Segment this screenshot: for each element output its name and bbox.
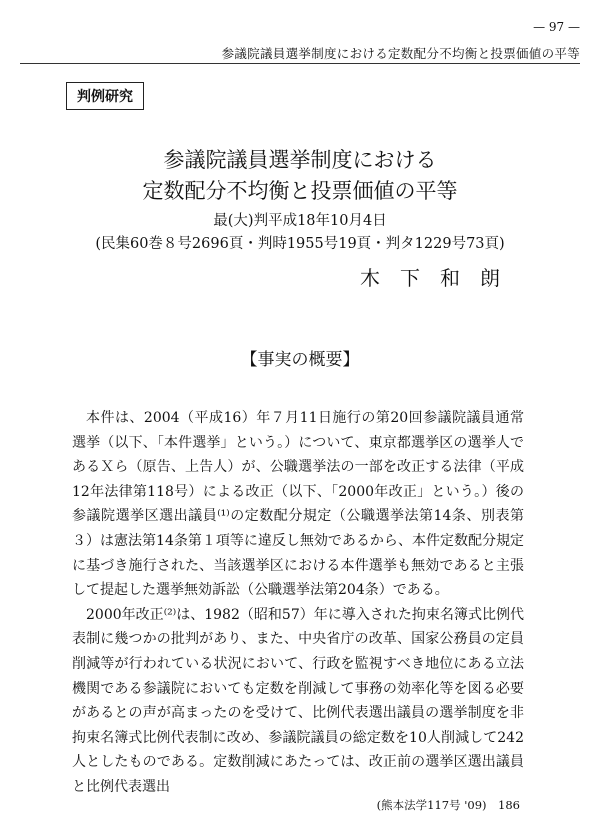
header-rule (20, 63, 580, 64)
paragraph: 2000年改正⁽²⁾は、1982（昭和57）年に導入された拘束名簿式比例代表制に幾つかの批判があり、また、中央省庁の改革、国家公務員の定員削減等が行われている状況において、行政を監視すべき地位にある立法機関である参議院においても定数を削減して事務の効率化等を図る必要があるとの声が高まったのを受けて、比例代表選出議員の選挙制度を非拘束名簿式比例代表制に改め、参議院議員の総定数を10人削減して242人としたものである。定数削減にあたっては、改正前の選挙区選出議員と比例代表選出 (72, 606, 524, 795)
body-text (72, 406, 524, 800)
title-line-1: 参議院議員選挙制度における (163, 148, 437, 172)
paragraph: 本件は、2004（平成16）年７月11日施行の第20回参議院議員通常選挙（以下、「本件選挙」という。）について、東京都選挙区の選挙人であるＸら（原告、上告人）が、公職選挙法の一部を改正する法律（平成12年法律第118号）による改正（以下、「2000年改正」という。）後の参議院選挙区選出議員⁽¹⁾の定数配分規定（公職選挙法第14条、別表第３）は憲法第14条第１項等に違反し無効であるから、本件定数配分規定に基づき施行された、当該選挙区における本件選挙も無効であると主張して提起した選挙無効訴訟（公職選挙法第204条）である。 (72, 410, 524, 599)
author-name: 木下和朗 (360, 266, 520, 290)
page-number: — 97 — (533, 20, 580, 34)
citation-line-1: 最(大)判平成18年10月4日 (213, 213, 387, 229)
case-citation (60, 210, 540, 256)
article-title (50, 145, 550, 207)
section-tag: 判例研究 (66, 82, 144, 110)
section-heading: 【事実の概要】 (240, 350, 360, 370)
running-header: 参議院議員選挙制度における定数配分不均衡と投票価値の平等 (221, 46, 580, 61)
page-footer: (熊本法学117号 '09) 186 (376, 798, 520, 812)
citation-line-2: (民集60巻８号2696頁・判時1955号19頁・判タ1229号73頁) (95, 236, 505, 252)
title-line-2: 定数配分不均衡と投票価値の平等 (142, 179, 458, 203)
